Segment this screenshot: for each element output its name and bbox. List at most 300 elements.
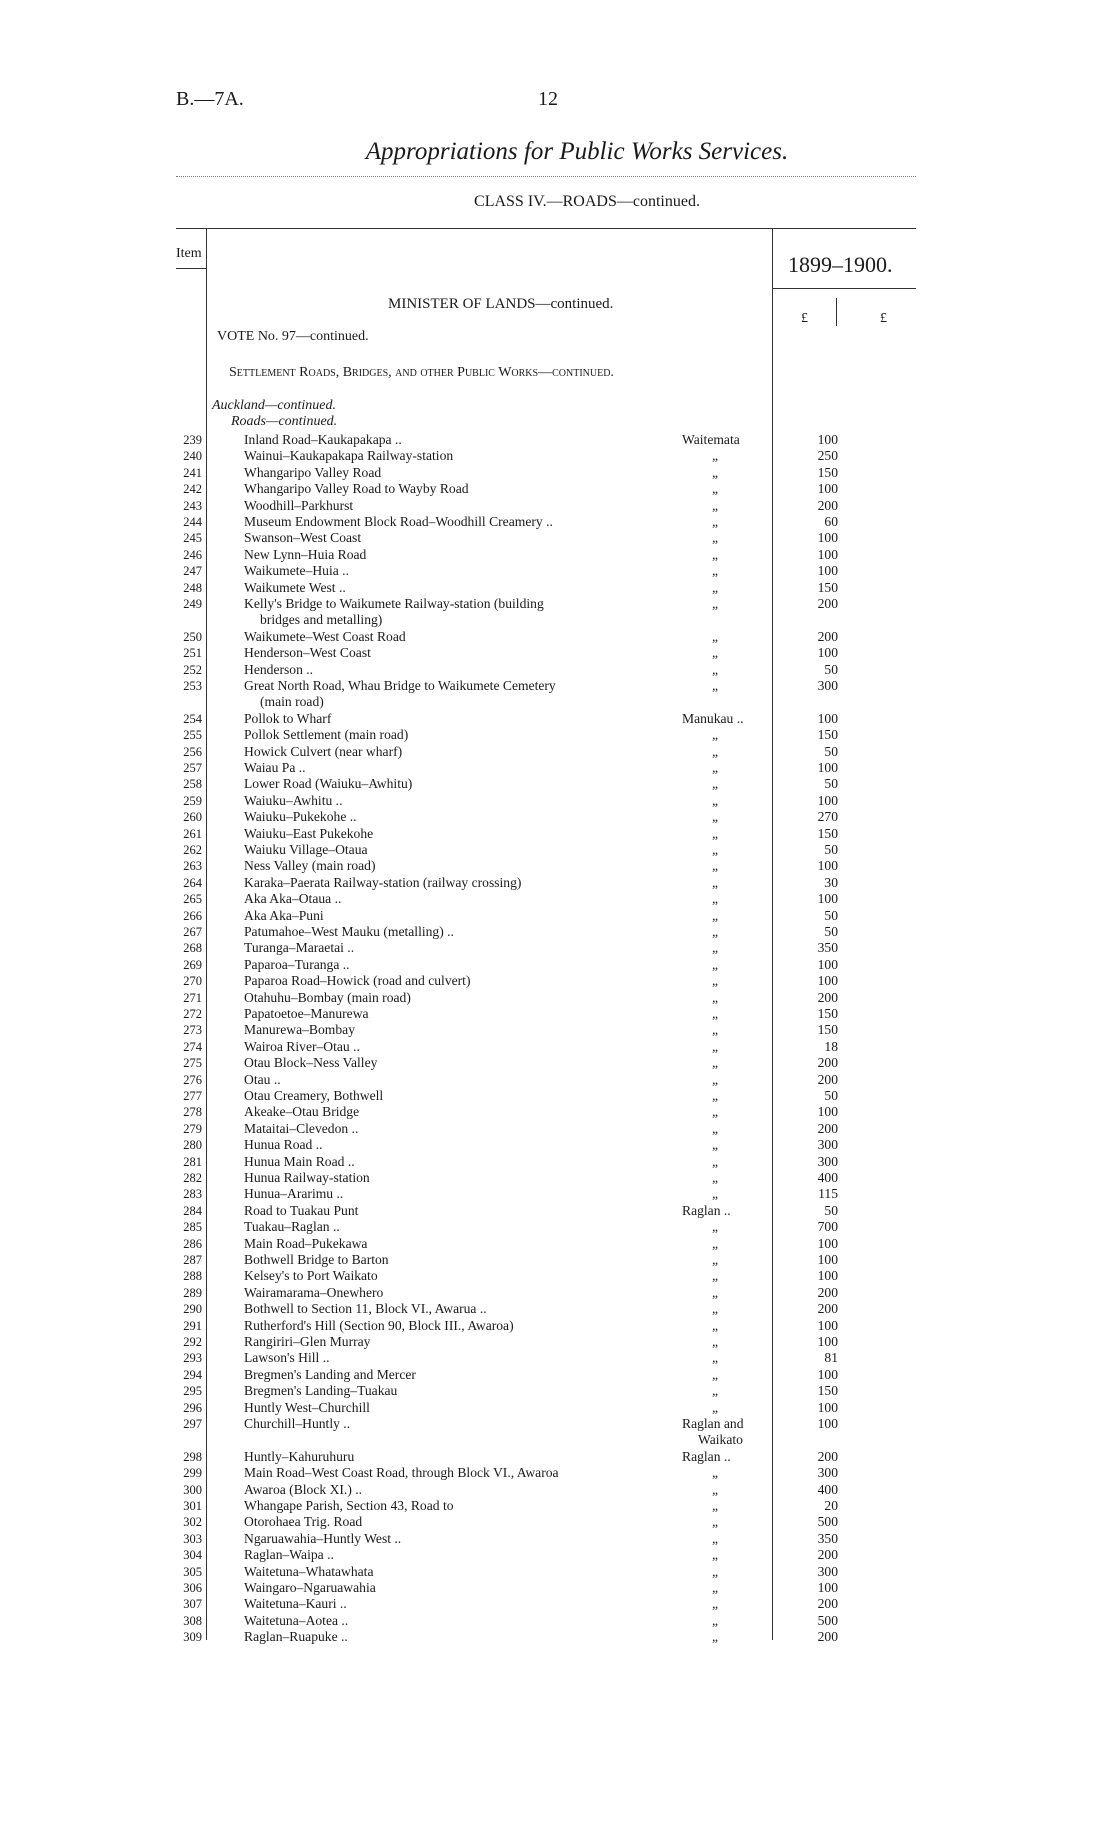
item-number: 274: [183, 1039, 202, 1054]
electorate: „: [712, 1022, 719, 1038]
amount: 300: [817, 1563, 838, 1579]
electorate: „: [712, 825, 719, 841]
road-description: Waikumete–West Coast Road: [244, 628, 406, 644]
table-row: [0, 842, 1114, 858]
road-description: Hunua Road ..: [244, 1137, 323, 1153]
amount: 100: [817, 546, 838, 562]
electorate: „: [712, 760, 719, 775]
item-number: 258: [183, 777, 202, 792]
amount: 270: [817, 809, 838, 825]
amount: 200: [817, 1547, 838, 1563]
amount: 100: [817, 956, 838, 972]
table-row: [0, 744, 1114, 760]
item-number: 267: [183, 925, 202, 939]
road-description: Inland Road–Kaukapakapa ..: [244, 432, 402, 447]
amount: 100: [817, 1252, 838, 1267]
road-description: Otau Block–Ness Valley: [244, 1055, 378, 1071]
electorate: „: [712, 1366, 719, 1382]
table-row: [0, 924, 1114, 940]
item-number: 284: [183, 1203, 202, 1218]
amount: 100: [817, 1317, 838, 1333]
electorate: „: [712, 628, 719, 644]
item-number: 308: [183, 1613, 202, 1628]
currency-symbol: £: [880, 311, 887, 326]
vote-heading: VOTE No. 97—continued.: [217, 329, 369, 344]
road-description: Waingaro–Ngaruawahia: [244, 1580, 376, 1595]
amount: 150: [817, 825, 838, 841]
item-number: 254: [183, 711, 202, 726]
electorate: „: [712, 776, 719, 792]
amount: 400: [817, 1481, 838, 1497]
road-description: Paparoa–Turanga ..: [244, 956, 350, 972]
item-number: 289: [183, 1285, 202, 1300]
item-number: 241: [183, 465, 202, 480]
electorate: „: [712, 530, 719, 546]
amount: 100: [817, 1334, 838, 1349]
electorate: „: [712, 1170, 719, 1185]
table-row: [0, 547, 1114, 563]
item-number: 283: [183, 1187, 202, 1202]
year-column-header: 1899–1900.: [788, 252, 893, 277]
table-row: [0, 514, 1114, 530]
item-number: 270: [183, 974, 202, 989]
amount: 50: [824, 1088, 838, 1103]
amount: 200: [817, 989, 838, 1005]
table-row: [0, 1104, 1114, 1120]
electorate: „: [712, 1612, 719, 1628]
electorate: „: [712, 678, 719, 693]
electorate: „: [712, 1006, 719, 1021]
road-description: Wairoa River–Otau ..: [244, 1038, 360, 1054]
electorate: „: [712, 596, 719, 611]
road-description: Wainui–Kaukapakapa Railway-station: [244, 448, 454, 464]
table-row: [0, 1268, 1114, 1284]
amount: 500: [817, 1612, 838, 1628]
item-number: 242: [183, 482, 202, 497]
electorate: „: [712, 1383, 719, 1399]
road-description-continued: bridges and metalling): [260, 612, 383, 628]
pound-column-divider: [836, 298, 837, 326]
electorate: „: [712, 645, 719, 661]
road-description: Bothwell to Section 11, Block VI., Awarua ..: [244, 1301, 487, 1317]
electorate: Waitemata: [682, 432, 740, 447]
table-row: [0, 809, 1114, 825]
table-row: [0, 1449, 1114, 1465]
table-row: [0, 776, 1114, 792]
electorate: „: [712, 464, 719, 480]
electorate: „: [712, 907, 719, 923]
item-number: 257: [183, 761, 202, 775]
amount: 400: [817, 1170, 838, 1185]
amount: 50: [824, 661, 838, 677]
item-number: 250: [183, 629, 202, 644]
electorate: „: [712, 956, 719, 972]
electorate: „: [712, 989, 719, 1005]
item-number: 287: [183, 1253, 202, 1267]
table-row: [0, 875, 1114, 891]
table-top-rule: [176, 228, 916, 229]
road-description: Bothwell Bridge to Barton: [244, 1252, 389, 1267]
table-row: [0, 481, 1114, 497]
road-description: Churchill–Huntly ..: [244, 1416, 351, 1431]
road-description: Akeake–Otau Bridge: [244, 1104, 360, 1120]
table-row: [0, 1154, 1114, 1170]
amount: 350: [817, 1530, 838, 1546]
road-description: Kelly's Bridge to Waikumete Railway-station (building: [244, 596, 544, 611]
amount: 100: [817, 1580, 838, 1595]
table-row: [0, 465, 1114, 481]
road-description: Raglan–Waipa ..: [244, 1547, 334, 1563]
table-row: [0, 1186, 1114, 1202]
amount: 200: [817, 1120, 838, 1136]
electorate: „: [712, 1498, 719, 1513]
table-row: [0, 645, 1114, 661]
amount: 100: [817, 891, 838, 907]
item-number: 240: [183, 449, 202, 464]
electorate: Raglan ..: [682, 1448, 731, 1464]
table-row: [0, 1219, 1114, 1235]
road-description: Aka Aka–Otaua ..: [244, 891, 342, 907]
table-row: [0, 760, 1114, 776]
amount: 150: [817, 1022, 838, 1038]
table-row: [0, 1416, 1114, 1432]
table-row: [0, 1055, 1114, 1071]
page-reference: B.—7A.: [176, 88, 244, 110]
road-description: Karaka–Paerata Railway-station (railway crossing): [244, 874, 522, 890]
item-number: 246: [183, 547, 202, 562]
item-number: 299: [183, 1466, 202, 1481]
amount: 50: [824, 842, 838, 857]
electorate: „: [712, 1071, 719, 1087]
electorate: „: [712, 1120, 719, 1136]
amount: 50: [824, 743, 838, 759]
item-number: 249: [183, 597, 202, 611]
table-row-continuation: [0, 694, 1114, 710]
electorate: „: [712, 1235, 719, 1251]
amount: 100: [817, 1235, 838, 1251]
item-number: 277: [183, 1089, 202, 1103]
table-row: [0, 580, 1114, 596]
table-row: [0, 1613, 1114, 1629]
table-row: [0, 662, 1114, 678]
item-number: 239: [183, 433, 202, 447]
electorate: „: [712, 1334, 719, 1349]
amount: 50: [824, 924, 838, 939]
amount: 300: [817, 1137, 838, 1153]
amount: 100: [817, 1366, 838, 1382]
region-heading: [212, 398, 336, 414]
item-number: 301: [183, 1499, 202, 1513]
road-description: Waiau Pa ..: [244, 760, 306, 775]
electorate: „: [712, 1629, 719, 1645]
item-number: 309: [183, 1630, 202, 1645]
item-number: 285: [183, 1220, 202, 1235]
electorate: „: [712, 924, 719, 939]
amount: 200: [817, 1629, 838, 1645]
item-number: 253: [183, 679, 202, 693]
table-row: [0, 891, 1114, 907]
road-description: Papatoetoe–Manurewa: [244, 1006, 369, 1021]
table-row: [0, 1531, 1114, 1547]
road-description: Hunua Main Road ..: [244, 1153, 355, 1169]
table-row: [0, 498, 1114, 514]
item-number: 307: [183, 1597, 202, 1612]
item-number: 260: [183, 810, 202, 825]
amount: 200: [817, 1055, 838, 1071]
electorate: „: [712, 497, 719, 513]
road-description: Whangaripo Valley Road: [244, 464, 382, 480]
electorate: „: [712, 1284, 719, 1300]
amount: 150: [817, 1383, 838, 1399]
road-description: Great North Road, Whau Bridge to Waikumete Cemetery: [244, 678, 556, 693]
table-row: [0, 1121, 1114, 1137]
road-description: Awaroa (Block XI.) ..: [244, 1481, 363, 1497]
item-number: 298: [183, 1449, 202, 1464]
electorate: „: [712, 1399, 719, 1415]
electorate: „: [712, 1219, 719, 1235]
item-number: 259: [183, 793, 202, 808]
table-row: [0, 629, 1114, 645]
amount: 300: [817, 1153, 838, 1169]
road-description: Waiuku–East Pukekohe: [244, 825, 374, 841]
item-number: 281: [183, 1154, 202, 1169]
electorate: „: [712, 809, 719, 825]
electorate: „: [712, 661, 719, 677]
table-row: [0, 678, 1114, 694]
item-number: 293: [183, 1351, 202, 1366]
road-description: Paparoa Road–Howick (road and culvert): [244, 973, 471, 989]
amount: 200: [817, 497, 838, 513]
amount: 200: [817, 628, 838, 644]
amount: 100: [817, 1399, 838, 1415]
amount: 20: [824, 1498, 838, 1513]
amount: 250: [817, 448, 838, 464]
amount: 115: [818, 1186, 838, 1202]
road-description: Henderson–West Coast: [244, 645, 371, 661]
table-row: [0, 1022, 1114, 1038]
item-number: 275: [183, 1056, 202, 1071]
currency-symbol: £: [801, 311, 808, 326]
item-number: 294: [183, 1367, 202, 1382]
electorate: „: [712, 579, 719, 595]
table-row: [0, 1088, 1114, 1104]
amount: 200: [817, 1596, 838, 1612]
table-row: [0, 1498, 1114, 1514]
road-description: New Lynn–Huia Road: [244, 546, 367, 562]
table-row: [0, 1596, 1114, 1612]
table-row: [0, 1137, 1114, 1153]
road-description: Otau ..: [244, 1071, 281, 1087]
road-description: Henderson ..: [244, 661, 314, 677]
road-description: Ngaruawahia–Huntly West ..: [244, 1530, 402, 1546]
item-number: 279: [183, 1121, 202, 1136]
table-row: [0, 1006, 1114, 1022]
minister-heading: MINISTER OF LANDS—continued.: [388, 296, 614, 312]
amount: 18: [824, 1038, 838, 1054]
road-description: Hunua Railway-station: [244, 1170, 370, 1185]
table-row: [0, 563, 1114, 579]
item-number: 268: [183, 941, 202, 956]
amount: 150: [817, 464, 838, 480]
item-number: 304: [183, 1548, 202, 1563]
section-heading: Settlement Roads, Bridges, and other Public Works—continued.: [229, 365, 614, 380]
road-description: Road to Tuakau Punt: [244, 1202, 359, 1218]
amount: 100: [817, 792, 838, 808]
road-description: Hunua–Ararimu ..: [244, 1186, 344, 1202]
electorate: „: [712, 727, 719, 743]
amount: 150: [817, 1006, 838, 1021]
road-description: Main Road–Pukekawa: [244, 1235, 368, 1251]
road-description: Bregmen's Landing and Mercer: [244, 1366, 416, 1382]
road-description: Waikumete–Huia ..: [244, 563, 349, 579]
table-row-continuation: [0, 1432, 1114, 1448]
road-description: Pollok Settlement (main road): [244, 727, 409, 743]
region-name: Auckland—continued.: [212, 398, 337, 413]
table-row: [0, 1072, 1114, 1088]
electorate: „: [712, 1186, 719, 1202]
amount: 200: [817, 596, 838, 611]
electorate: „: [712, 481, 719, 497]
road-description: Lower Road (Waiuku–Awhitu): [244, 776, 413, 792]
item-number: 243: [183, 498, 202, 513]
electorate: „: [712, 1055, 719, 1071]
electorate: „: [712, 792, 719, 808]
table-row: [0, 990, 1114, 1006]
table-row: [0, 1203, 1114, 1219]
electorate: „: [712, 743, 719, 759]
electorate: „: [712, 1563, 719, 1579]
item-number: 251: [183, 646, 202, 661]
table-row: [0, 957, 1114, 973]
road-description: Woodhill–Parkhurst: [244, 497, 354, 513]
road-description: Pollok to Wharf: [244, 710, 332, 726]
table-row: [0, 711, 1114, 727]
electorate: „: [712, 448, 719, 464]
table-row: [0, 1334, 1114, 1350]
amount: 150: [817, 727, 838, 743]
amount: 200: [817, 1301, 838, 1317]
electorate: „: [712, 1038, 719, 1054]
table-row: [0, 1547, 1114, 1563]
item-number: 295: [183, 1384, 202, 1399]
item-column-header: Item: [176, 246, 202, 261]
amount: 100: [817, 530, 838, 546]
amount: 100: [817, 1416, 838, 1431]
item-number: 248: [183, 580, 202, 595]
item-number: 247: [183, 564, 202, 579]
item-number: 263: [183, 859, 202, 874]
electorate: „: [712, 1530, 719, 1546]
electorate: „: [712, 1317, 719, 1333]
road-description: Main Road–West Coast Road, through Block VI., Awaroa: [244, 1465, 559, 1481]
item-number: 292: [183, 1335, 202, 1349]
table-row: [0, 727, 1114, 743]
road-description: Aka Aka–Puni: [244, 907, 324, 923]
road-description: Manurewa–Bombay: [244, 1022, 355, 1038]
road-description: Huntly–Kahuruhuru: [244, 1448, 355, 1464]
amount: 81: [824, 1350, 838, 1366]
electorate: „: [712, 1465, 719, 1481]
table-row: [0, 1039, 1114, 1055]
table-row: [0, 1580, 1114, 1596]
road-description: Lawson's Hill ..: [244, 1350, 330, 1366]
road-description: Whangaripo Valley Road to Wayby Road: [244, 481, 469, 497]
amount: 300: [817, 1465, 838, 1481]
page-title: Appropriations for Public Works Services.: [365, 138, 789, 165]
item-number: 262: [183, 843, 202, 857]
electorate: „: [712, 514, 719, 529]
electorate: „: [712, 1137, 719, 1153]
amount: 100: [817, 1268, 838, 1284]
electorate: „: [712, 546, 719, 562]
table-row: [0, 1350, 1114, 1366]
item-number: 286: [183, 1236, 202, 1251]
item-number: 302: [183, 1515, 202, 1530]
subregion-heading: [231, 414, 337, 430]
amount: 100: [817, 710, 838, 726]
road-description-continued: (main road): [260, 694, 324, 710]
table-row: [0, 1564, 1114, 1580]
item-number: 269: [183, 957, 202, 972]
amount: 100: [817, 481, 838, 497]
amount: 60: [824, 514, 838, 529]
electorate: „: [712, 1301, 719, 1317]
road-description: Waiuku–Pukekohe ..: [244, 809, 357, 825]
road-description: Patumahoe–West Mauku (metalling) ..: [244, 924, 454, 939]
table-row: [0, 1514, 1114, 1530]
electorate: „: [712, 858, 719, 874]
item-number: 272: [183, 1007, 202, 1021]
item-number: 271: [183, 990, 202, 1005]
item-number: 297: [183, 1417, 202, 1431]
electorate: „: [712, 874, 719, 890]
amount: 300: [817, 678, 838, 693]
table-row: [0, 940, 1114, 956]
amount: 50: [824, 776, 838, 792]
amount: 100: [817, 563, 838, 579]
item-number: 306: [183, 1581, 202, 1595]
item-number: 305: [183, 1564, 202, 1579]
road-description: Otorohaea Trig. Road: [244, 1514, 363, 1530]
road-description: Ness Valley (main road): [244, 858, 376, 874]
table-row: [0, 826, 1114, 842]
electorate: „: [712, 1104, 719, 1120]
year-header-rule: [772, 288, 916, 289]
title-rule: [176, 176, 916, 177]
road-description: Otau Creamery, Bothwell: [244, 1088, 384, 1103]
road-description: Waitetuna–Whatawhata: [244, 1563, 374, 1579]
item-number: 278: [183, 1105, 202, 1120]
road-description: Tuakau–Raglan ..: [244, 1219, 340, 1235]
amount: 200: [817, 1284, 838, 1300]
table-row: [0, 530, 1114, 546]
amount: 700: [817, 1219, 838, 1235]
road-description: Turanga–Maraetai ..: [244, 940, 355, 956]
item-number: 255: [183, 728, 202, 743]
road-description: Waikumete West ..: [244, 579, 346, 595]
item-number: 276: [183, 1072, 202, 1087]
road-description: Waiuku Village–Otaua: [244, 842, 368, 857]
road-description: Museum Endowment Block Road–Woodhill Creamery ..: [244, 514, 553, 529]
table-row: [0, 448, 1114, 464]
item-number: 265: [183, 892, 202, 907]
amount: 350: [817, 940, 838, 956]
item-number: 303: [183, 1531, 202, 1546]
item-number: 296: [183, 1400, 202, 1415]
table-row: [0, 858, 1114, 874]
item-number: 264: [183, 875, 202, 890]
table-row: [0, 793, 1114, 809]
